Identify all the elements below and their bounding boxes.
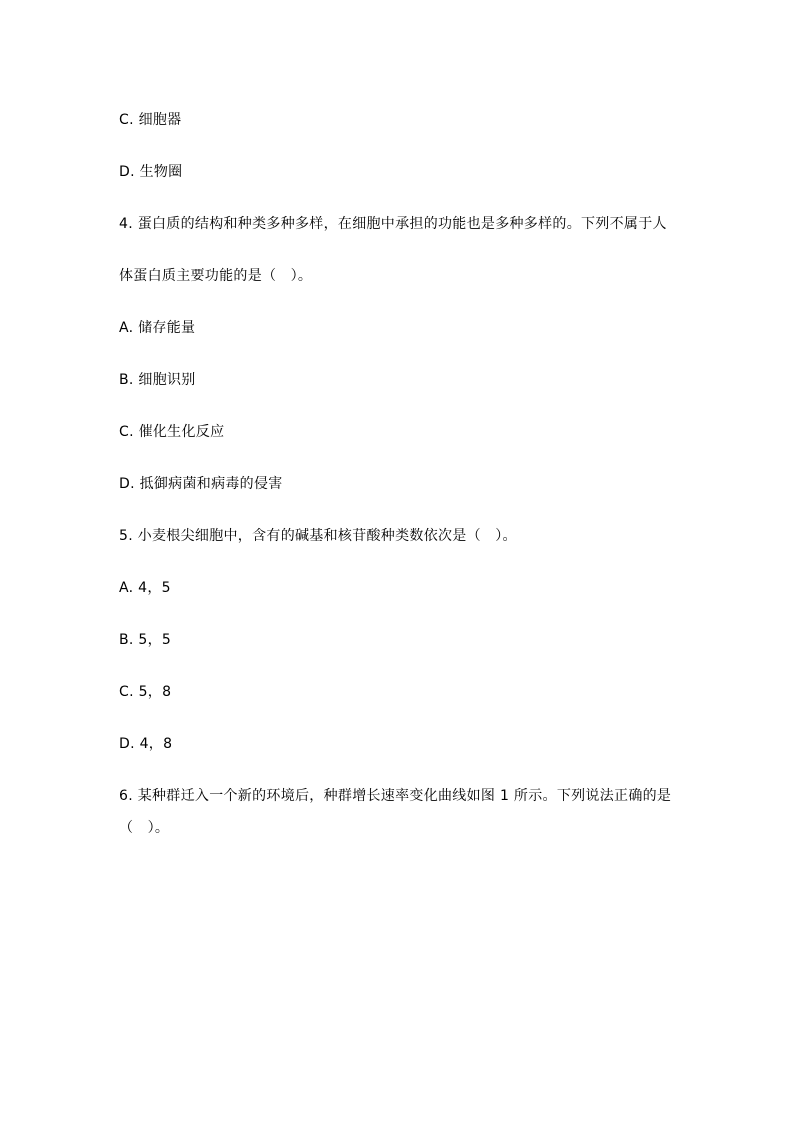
q3-option-d: D. 生物圈 xyxy=(119,164,183,180)
q4-option-c: C. 催化生化反应 xyxy=(119,424,225,440)
q4-option-a: A. 储存能量 xyxy=(119,320,196,336)
q4-option-b: B. 细胞识别 xyxy=(119,372,196,388)
q5-option-c: C. 5，8 xyxy=(119,684,172,700)
q5-option-d: D. 4，8 xyxy=(119,736,173,752)
q6-stem-line2: （ ）。 xyxy=(119,820,170,836)
q5-option-b: B. 5，5 xyxy=(119,632,172,648)
q5-stem: 5. 小麦根尖细胞中，含有的碱基和核苷酸种类数依次是（ ）。 xyxy=(119,528,517,544)
q4-option-d: D. 抵御病菌和病毒的侵害 xyxy=(119,476,283,492)
q5-option-a: A. 4，5 xyxy=(119,580,171,596)
q6-stem-line1: 6. 某种群迁入一个新的环境后，种群增长速率变化曲线如图 1 所示。下列说法正确的是 xyxy=(119,788,672,804)
q4-stem-line2: 体蛋白质主要功能的是（ ）。 xyxy=(119,268,313,284)
q3-option-c: C. 细胞器 xyxy=(119,112,182,128)
q4-stem-line1: 4. 蛋白质的结构和种类多种多样，在细胞中承担的功能也是多种多样的。下列不属于人 xyxy=(119,216,667,232)
